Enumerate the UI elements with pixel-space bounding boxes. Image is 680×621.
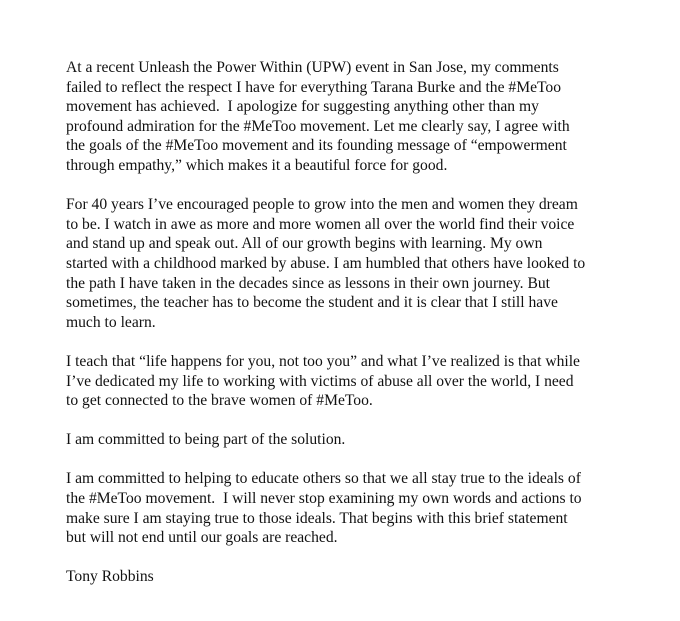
text-line: and stand up and speak out. All of our growth begins with learning. My own <box>66 235 543 253</box>
text-line: failed to reflect the respect I have for everything Tarana Burke and the #MeToo <box>66 78 562 96</box>
letter-body <box>66 58 666 587</box>
text-line: I’ve dedicated my life to working with victims of abuse all over the world, I need <box>66 372 574 390</box>
paragraph-commitment <box>66 430 666 450</box>
text-line: but will not end until our goals are reached. <box>66 529 338 547</box>
text-line: the path I have taken in the decades since as lessons in their own journey. But <box>66 274 550 292</box>
paragraph-forty-years <box>66 195 666 332</box>
paragraph-apology <box>66 58 666 176</box>
paragraph-teaching <box>66 352 666 411</box>
text-line: At a recent Unleash the Power Within (UPW) event in San Jose, my comments <box>66 59 559 76</box>
text-line: much to learn. <box>66 313 156 331</box>
text-line: to get connected to the brave women of #MeToo. <box>66 392 373 410</box>
text-line: to be. I watch in awe as more and more women all over the world find their voice <box>66 215 575 233</box>
text-line: movement has achieved. I apologize for suggesting anything other than my <box>66 98 539 116</box>
text-line: make sure I am staying true to those ideals. That begins with this brief statement <box>66 509 568 527</box>
text-line: the goals of the #MeToo movement and its founding message of “empowerment <box>66 137 567 155</box>
signature <box>66 567 666 587</box>
text-line: sometimes, the teacher has to become the student and it is clear that I still have <box>66 294 558 312</box>
text-line: For 40 years I’ve encouraged people to grow into the men and women they dream <box>66 196 578 214</box>
text-line: the #MeToo movement. I will never stop examining my own words and actions to <box>66 490 582 508</box>
text-line: profound admiration for the #MeToo movement. Let me clearly say, I agree with <box>66 117 570 135</box>
text-line: I am committed to helping to educate others so that we all stay true to the ideals of <box>66 470 581 488</box>
text-line: I am committed to being part of the solution. <box>66 431 346 449</box>
paragraph-educate <box>66 469 666 547</box>
text-line: I teach that “life happens for you, not too you” and what I’ve realized is that while <box>66 352 580 370</box>
signature-name: Tony Robbins <box>66 568 154 586</box>
text-line: through empathy,” which makes it a beautiful force for good. <box>66 156 448 174</box>
text-line: started with a childhood marked by abuse. I am humbled that others have looked to <box>66 254 586 272</box>
